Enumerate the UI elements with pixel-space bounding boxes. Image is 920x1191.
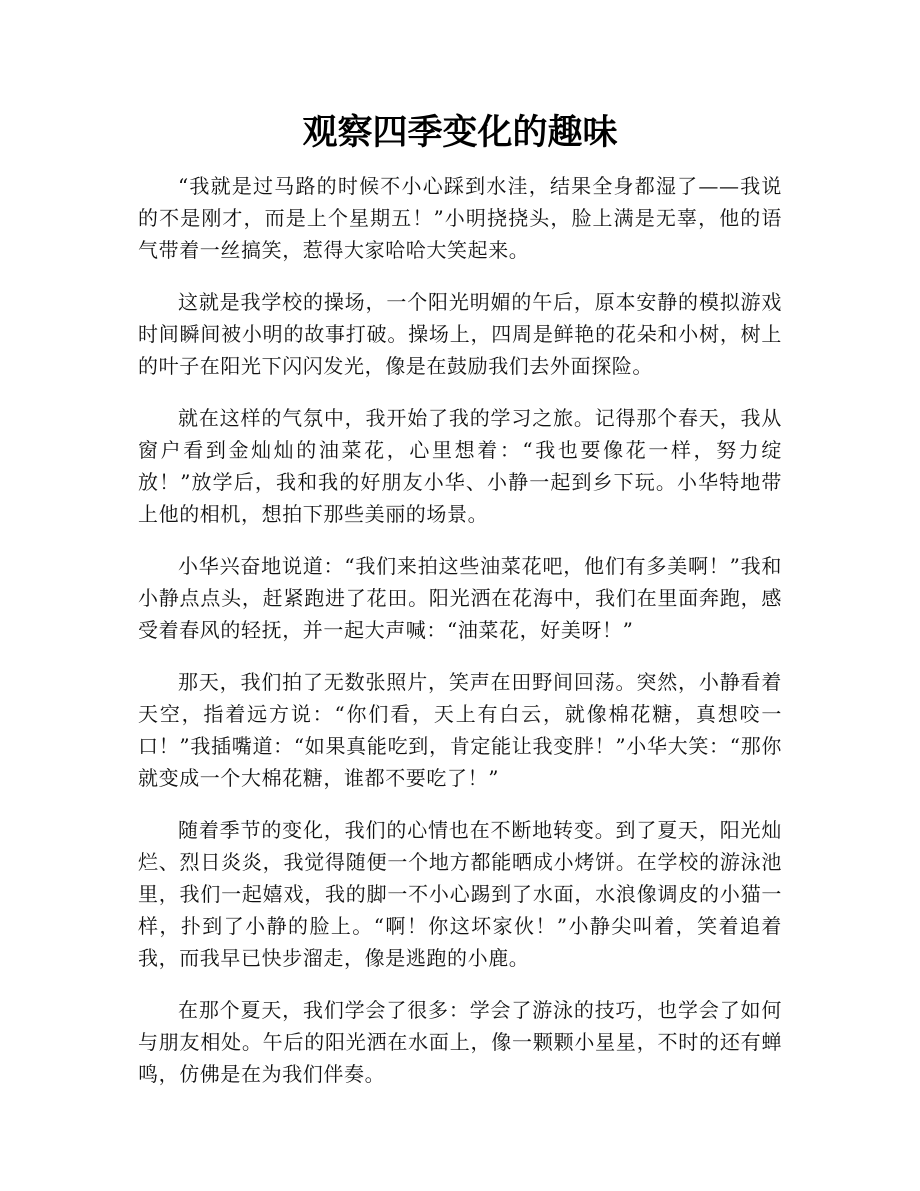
document-body [138,170,782,1110]
paragraph: 这就是我学校的操场，一个阳光明媚的午后，原本安静的模拟游戏时间瞬间被小明的故事打破。操场上，四周是鲜艳的花朵和小树，树上的叶子在阳光下闪闪发光，像是在鼓励我们去外面探险。 [138,290,782,378]
paragraph: 那天，我们拍了无数张照片，笑声在田野间回荡。突然，小静看着天空，指着远方说：“你们看，天上有白云，就像棉花糖，真想咬一口！”我插嘴道：“如果真能吃到，肯定能让我变胖！”小华大笑：“那你就变成一个大棉花糖，谁都不要吃了！” [138,670,782,790]
paragraph: 小华兴奋地说道：“我们来拍这些油菜花吧，他们有多美啊！”我和小静点点头，赶紧跑进了花田。阳光洒在花海中，我们在里面奔跑，感受着春风的轻抚，并一起大声喊：“油菜花，好美呀！” [138,554,782,642]
paragraph: 在那个夏天，我们学会了很多：学会了游泳的技巧，也学会了如何与朋友相处。午后的阳光洒在水面上，像一颗颗小星星，不时的还有蝉鸣，仿佛是在为我们伴奏。 [138,998,782,1086]
paragraph: 就在这样的气氛中，我开始了我的学习之旅。记得那个春天，我从窗户看到金灿灿的油菜花，心里想着：“我也要像花一样，努力绽放！”放学后，我和我的好朋友小华、小静一起到乡下玩。小华特地带上他的相机，想拍下那些美丽的场景。 [138,406,782,526]
document-title: 观察四季变化的趣味 [302,113,618,153]
paragraph: “我就是过马路的时候不小心踩到水洼，结果全身都湿了——我说的不是刚才，而是上个星期五！”小明挠挠头，脸上满是无辜，他的语气带着一丝搞笑，惹得大家哈哈大笑起来。 [138,174,782,262]
paragraph: 随着季节的变化，我们的心情也在不断地转变。到了夏天，阳光灿烂、烈日炎炎，我觉得随便一个地方都能晒成小烤饼。在学校的游泳池里，我们一起嬉戏，我的脚一不小心踢到了水面，水浪像调皮的小猫一样，扑到了小静的脸上。“啊！你这坏家伙！”小静尖叫着，笑着追着我，而我早已快步溜走，像是逃跑的小鹿。 [138,818,782,970]
